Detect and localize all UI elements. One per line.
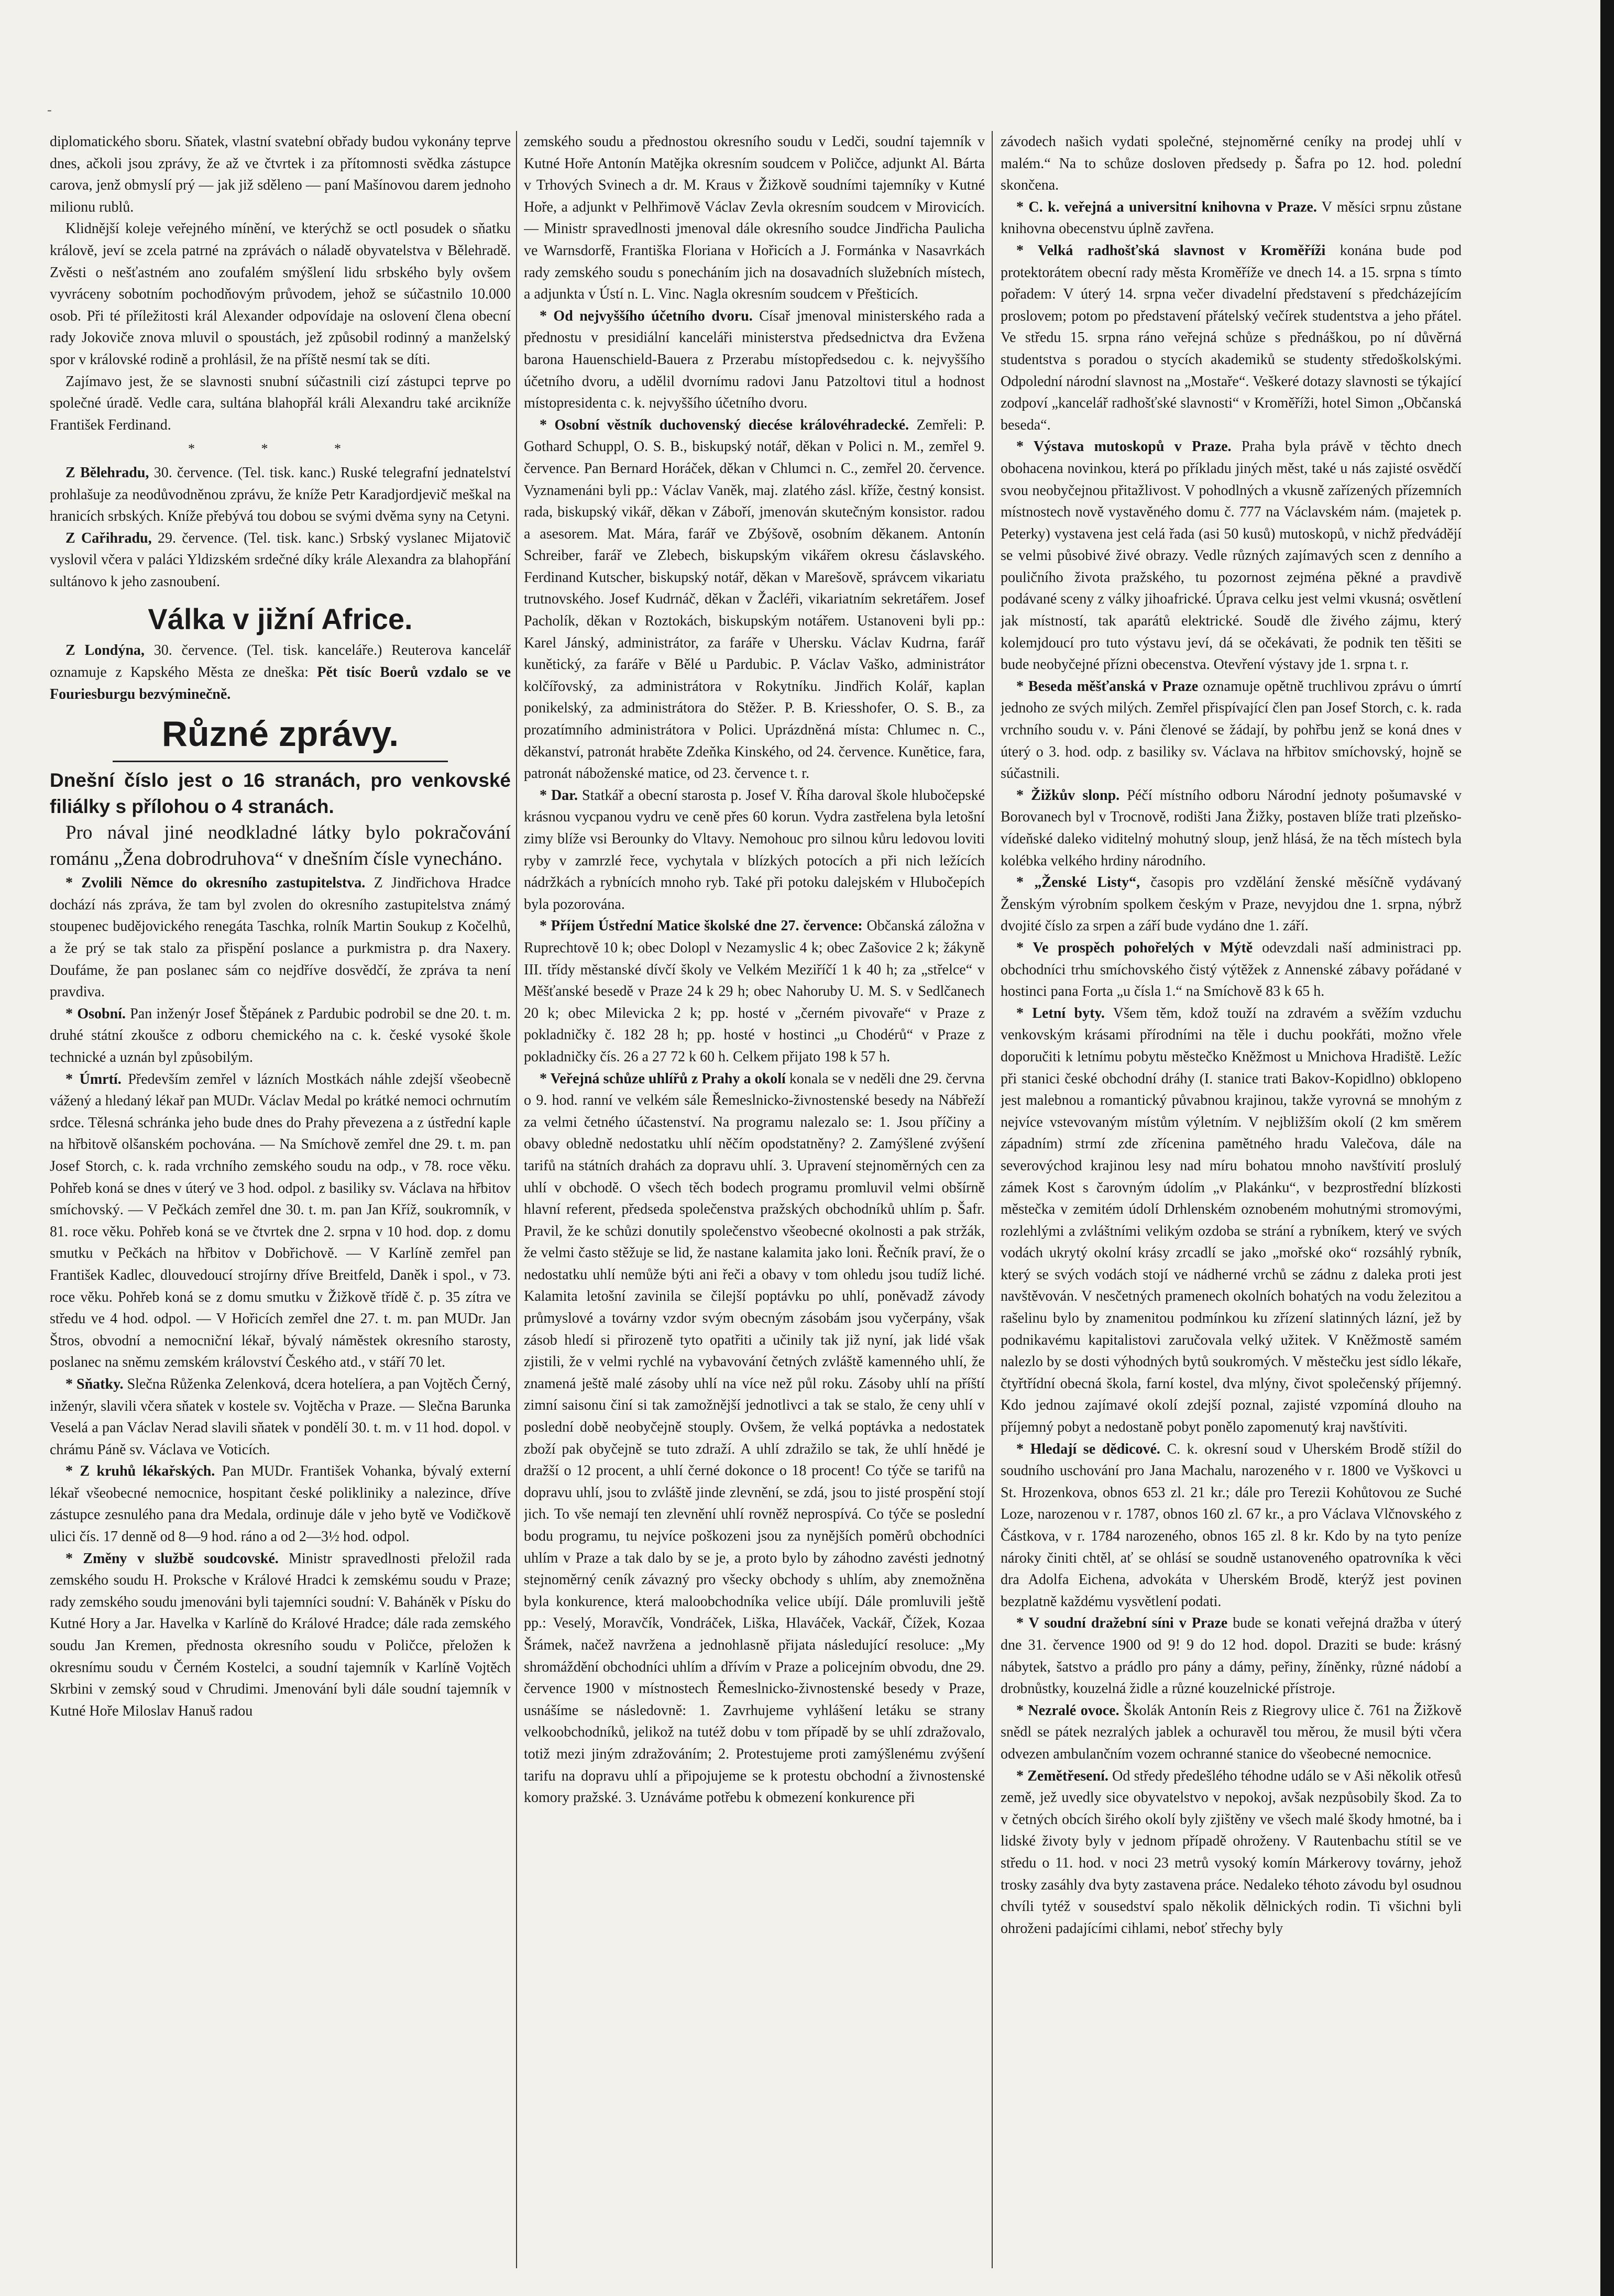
paragraph: zemského soudu a přednostou okresního soudu v Ledči, soudní tajemník v Kutné Hoře Antonín Matějka okresním soudcem v Poličce, adjunkt Al. Bárta v Trhových Svinech a dr. M. Kraus v Žižkově soudními tajemníky v Kutné Hoře, a adjunkt v Pelhřimově Václav Zevla okresním soudcem v Mirovicích. — Ministr spravedlnosti jmenoval dále okresního soudce Jindřicha Paulicha ve Warnsdorfě, Františka Floriana v Hořicích a J. Formánka v Nasavrkách rady zemského soudu s ponecháním jich na dosavadních služebních místech, a adjunkta v Ústí n. L. Vinc. Nagla okresním soudcem v Přešticích. [524,134,985,303]
paragraph [50,640,511,705]
dateline: Z Londýna, [65,642,145,659]
paragraph [1001,436,1462,676]
column-2 [524,131,985,2273]
paragraph-text: bude se konati veřejná dražba v úterý dne 31. července 1900 od 9! 9 do 12 hod. dopol. Draziti se bude: krásný nábytek, šatstvo a prádlo pro pány a dámy, peřiny, žíněnky, různé nádobí a drobnůstky, kouzelná židle a různé kouzelnické přístroje. [1001,1615,1462,1697]
item-lead: * C. k. veřejná a universitní knihovna v Praze. [1016,199,1317,215]
page-edge [1600,0,1614,2296]
corner-mark: - [47,102,52,117]
paragraph [1001,785,1462,872]
item-lead: * Osobní. [65,1005,126,1022]
column-rule-1 [516,131,517,2268]
paragraph: závodech našich vydati společné, stejnoměrné ceníky na prodej uhlí v malém.“ Na to schůze dosloven předsedy p. Šafra po 12. hod. polední skončena. [1001,134,1462,194]
item-lead: * Zvolili Němce do okresního zastupitelstva. [65,875,366,892]
item-lead: * Letní byty. [1016,1005,1105,1021]
paragraph-text: Od středy předešlého téhodne událo se v Aši několik otřesů země, jež uvedly sice obyvatelstvo v nepokoj, avšak nezpůsobily škod. Za to v četných obcích širého okolí byly zjištěny ve všech malé škody hmotné, ba i lidské životy byly v jednom případě ohroženy. V Rautenbachu stítil se ve středu o 11. hod. v noci 23 metrů vysoký komín Márkerovy továrny, jehož trosky zasáhly dva byty zastavena práce. Nedaleko téhoto závodu byl osudnou chvíli tytéž v sousedství spalo několik dělnických rodin. Ti všichni byli ohroženi padajícími cihlami, neboť střechy byly [1001,1767,1462,1937]
item-lead: * V soudní dražební síni v Praze [1016,1615,1228,1632]
paragraph [1001,937,1462,1003]
paragraph [1001,676,1462,785]
heading-rule [113,761,448,762]
paragraph: diplomatického sboru. Sňatek, vlastní svatební obřady budou vykonány teprve dnes, ačkoli jsou zprávy, že až ve čtvrtek i za přítomnosti svědka zástupce carova, jenž obmyslí prý — jak již sděleno — paní Mašínovou darem jednoho milionu rublů. [50,134,511,215]
paragraph [524,915,985,1068]
paragraph [1001,1438,1462,1613]
paragraph [50,1374,511,1460]
paragraph-text: Školák Antonín Reis z Riegrovy ulice č. 761 na Žižkově snědl se pátek nezralých jablek a ochuravěl tou měrou, že musil býti včera odvezen ambulančním vozem ochranné stanice do všeobecné nemocnice. [1001,1702,1462,1762]
paragraph: Zajímavo jest, že se slavnosti snubní súčastnili cizí zástupci teprve po společné úradě. Vedle cara, sultána blahopřál králi Alexandru také arcikníže František Ferdinand. [50,373,511,433]
paragraph-text: C. k. okresní soud v Uherském Brodě stížil do soudního uschování pro Jana Machalu, narozeného v r. 1800 ve Vyškovci u St. Hrozenkova, obnos 653 zl. 21 kr.; dále pro Terezii Kohůtovou ze Suché Loze, narozenou v r. 1787, obnos 160 zl. 67 kr., a pro Václava Vlčnovského z Částkova, v r. 1784 narozeného, obnos 165 zl. 8 kr. Kdo by na tyto peníze nároky činiti chtěl, ať se ohlásí se soudně ustanoveného opatrovníka k věci dra Adolfa Eichena, advokáta v Uherském Brodě, kterýž jest povinen bezplatně každému vysvětlení podati. [1001,1441,1462,1610]
paragraph [524,1068,985,1809]
item-lead: * Změny v službě soudcovské. [65,1550,279,1567]
item-lead: * Žižkův slonp. [1016,787,1120,804]
item-lead: * Sňatky. [65,1376,124,1392]
paragraph [50,1003,511,1069]
item-lead: * Dar. [540,787,578,804]
paragraph [1001,1700,1462,1765]
item-lead: * Úmrtí. [65,1071,122,1087]
paragraph-text: odevzdali naší administraci pp. obchodníci trhu smíchovského čistý výtěžek z Annenské zábavy pořádané v hostinci pana Forta „u čísla 1.“ na Smíchově 83 k 65 h. [1001,939,1462,1000]
paragraph-text: Praha byla právě v těchto dnech obohacena novinkou, která po příkladu jiných měst, také u nás zajisté osvědčí svou neobyčejnou přitažlivost. V pohodlných a vkusně zařízených přízemních místnostech nově vystavěného domu č. 777 na Václavském nám. (majetek p. Peterky) vystavena jest celá řada (asi 50 kusů) mutoskopů, v nichž předvádějí se velmi působivé živé obrazy. Vedle různých zajímavých scen z denního a pouličního života pražského, tu pozornost zejména pěkné a pravdivě podávané sceny z války jihoafrické. Úprava celku jest velmi vkusná; osvětlení jak místností, tak aparátů elektrické. Soudě dle živého zájmu, který kolemjdoucí pro tuto výstavu jeví, dá se očekávati, že podnik ten těšiti se bude neobyčejné přízni obecenstva. Otevření výstavy jde 1. srpna t. r. [1001,438,1462,673]
item-lead: * Od nejvyššího účetního dvoru. [540,307,753,324]
item-lead: * Ve prospěch pohořelých v Mýtě [1016,939,1253,956]
paragraph-text: 29. července. (Tel. tisk. kanc.) Srbský vyslanec Mijatovič vyslovil včera v paláci Yldizském srdečné díky krále Alexandra za blahopřání sultánovo k jeho zasnoubení. [50,530,511,590]
paragraph-text: oznamuje opětně truchlivou zprávu o úmrtí jednoho ze svých milých. Zemřel přispívající člen pan Josef Storch, c. k. rada vrchního soudu v. v. Páni členové se žádají, by pohřbu jenž se koná dnes v úterý o 3. hod. odp. z basiliky sv. Václava na hřbitov smíchovský, hojně se súčastnili. [1001,678,1462,782]
paragraph [524,414,985,785]
paragraph-text: Z Jindřichova Hradce dochází nás zpráva, že tam byl zvolen do okresního zastupitelstva známý stoupenec budějovického renegáta Taschka, rolník Martin Soukup z Kočelhů, a že prý se tak stalo za přispění poslance a purkmistra p. dra Naxery. Doufáme, že pan poslanec sám co nejdříve dosvědčí, že zpráva ta není pravdiva. [50,875,511,1001]
paragraph [50,528,511,593]
paragraph [524,785,985,916]
paragraph-text: 30. července. (Tel. tisk. kanceláře.) Reuterova kancelář oznamuje z Kapského Města ze dneška: [50,642,511,681]
paragraph [1001,1003,1462,1438]
item-lead: * „Ženské Listy“, [1016,874,1140,891]
paragraph-text: Pan MUDr. František Vohanka, bývalý externí lékař všeobecné nemocnice, hospitant české polikliniky a nalezince, dříve zástupce zesnulého pana dra Medala, ordinuje dále v jeho bytě ve Vodičkově ulici čís. 17 denně od 8—9 hod. ráno a od 2—3½ hod. odpol. [50,1463,511,1545]
column-1 [50,131,511,2273]
paragraph-text: Všem těm, kdož touží na zdravém a svěžím vzduchu venkovským krásami přírodními na těle i duchu pookřáti, možno vřele doporučiti k letnímu pobytu městečko Kněžmost u Mnichova Hradiště. Ležíc při stanici české obchodní dráhy (I. stanice trati Bakov-Kopidlno) obklopeno jest malebnou a romantický půvabnou krajinou, takže vyrovná se mnohým z nejvíce vstevovaným místům výletním. V nejbližším okolí (2 km směrem západním) strmí zde zřícenina pamětného hradu Valečova, dále na severovýchod krajinou lesy nad míru bohatou mnoho navštívití proslulý zámek Kost s čarovným údolím „v Plakánku“, v bezprostřední blízkosti městečka v zemitém údolí Drhlenském oznobeném mohutnými stromovými, rozlehlými a zvláštními velikým ozdoba se strání a rybníkem, který ve svých vodách ukrytý okolní krásy zrcadlí se jako „mořské oko“ rozsáhlý rybník, který se svých vodách stojí ve nádherné vrchů se zádnu z daleka proti jest navštěvován. V nesčetných pramenech okolních bohatých na vodu železitou a rašelinu bylo by znamenitou podmínkou ku zřízení slatinných lázní, jež by podnikavému kapitalistovi zaručovala velký užitek. V Kněžmostě samém nalezlo by se dosti výhodných bytů soukromých. V městečku jest sídlo lékaře, čtyřtřídní obecná škola, farní kostel, dva mlýny, čivot společenský příjemný. Kdo jednou zajímavé okolí zdejší poznal, zajisté vzpomíná dlouho na příjemný pobyt a nedostaně pobyt ponělo zapomenutý kraj navštíviti. [1001,1005,1462,1436]
item-lead: * Beseda měšťanská v Praze [1016,678,1199,695]
column-rule-2 [992,131,993,2268]
item-lead: * Z kruhů lékařských. [65,1463,215,1480]
paragraph [1001,196,1462,240]
paragraph [1001,1612,1462,1699]
item-lead: * Veřejná schůze uhlířů z Prahy a okolí [540,1070,786,1087]
dateline: Z Cařihradu, [65,530,152,546]
section-heading-war: Válka v jižní Africe. [148,602,413,636]
paragraph-text: konala se v neděli dne 29. června o 9. hod. ranní ve velkém sále Řemeslnicko-živnostenské besedy na Nábřeží za velmi četného účastenství. Na programu nalezalo se: 1. Jsou příčiny a obavy obledně nedostatku uhlí něčím opodstatněny? 2. Zamýšlené zvýšení tarifů na státních drahách za dopravu uhlí. 3. Upravení stejnoměrných cen za uhlí v obchodě. O všech těch bodech programu promluvil velmi obšírně hlavní referent, předseda společenstva pražských obchodníků uhlím p. Šafr. Pravil, že ke schůzi donutily společenstvo všeobecné okolnosti a pak stržák, že velmi často stěžuje se lid, že nastane kalamita jako loni. Řečník praví, že o nedostatku uhlí nemůže býti ani řeči a obavy v tom ohledu jsou tudíž liché. Kalamita letošní zavinila se čilejší poptávku po uhlí, poněvadž závody průmyslové a továrny vzdor svým obecným zásobám jsou vyčerpány, však zásob hledí si přirozeně tyto opatřiti a učinily tak již nyní, jak lidé však zjistili, že v velmi rychlé na vybavování četných zvláště kamenného uhlí, že znamená ještě malé zásoby uhlí na více než půl roku. Zásoby uhlí na příští zimní saisonu činí si tak zamožnější jednotlivci a tak se stalo, že ceny uhlí v poslední době neobyčejně stouply. Ovšem, že velká poptávka a nedostatek zboží pak obyčejně se tuto zdraží. A uhlí zdražilo se tak, že uhlí hnědé je dražší o 12 procent, a uhlí černé dokonce o 18 procent! Co týče se tarifů na dopravu uhlí, jsou to zvláště jinde zlevnění, se zdá, jsou to jisté prospění stojí jich. To vše nemají ten zlevnění uhlí rovněž neprospívá. Co týče se poslední bodu programu, tu nejvíce poškozeni jsou za nynějších poměrů obchodníci uhlím v Praze a tak dalo by se je, a proto bylo by záhodno zavésti jednotný stejnoměrný ceník závazný pro všecky obchody s uhlím, aby znemožněna byla konkurence, která maloobchodníka velice ubíjí. Dále promluvili ještě pp.: Veselý, Moravčík, Vondráček, Liška, Hlaváček, Vackář, Čížek, Kozaa Šrámek, načež navržena a jednohlasně přijata následující resoluce: „My shromáždění obchodníci uhlím a dřívím v Praze a policejním obvodu, dne 29. července 1900 v místnostech Řemeslnicko-živnostenské besedy v Praze, usnášíme se následovně: 1. Zavrhujeme vyhlášení letáku se strany velkoobchodníků, jelikož na tutéž dobu v tom případě by se uhlí zdražovalo, totiž mezi jiným zdražováním; 2. Protestujeme proti zamýšlenému zvýšení tarifu na dopravu uhlí a připojujeme se k protestu obchodní a živnostenské komory pražské. 3. Uznáváme potřebu k obmezení konkurence při [524,1070,985,1806]
paragraph-text: V měsíci srpnu zůstane knihovna obecenstvu úplně zavřena. [1001,199,1462,237]
paragraph-text: Péčí místního odboru Národní jednoty pošumavské v Borovanech byl v Trocnově, rodišti Jana Žižky, postaven blíže trati plzeňsko-vídeňské daleko viditelný mohutný sloup, jenž hlásá, že na těch místech byla kolébka velkého hrdiny národního. [1001,787,1462,869]
paragraph-text: Statkář a obecní starosta p. Josef V. Říha daroval škole hlubočepské krásnou vycpanou vydru ve ceně přes 60 korun. Vydra zastřelena byla letošní zimy blíže vsi Berounky do Vltavy. Nemohouc pro silnou kůru ledovou loviti ryby v zamrzlé řece, vychytala v blízkých potocích a při nich ležících nádržkách a rybnících mnoho ryb. Také při potoku dalejském v Hlubočepích byla pozorována. [524,787,985,913]
paragraph: Klidnější koleje veřejného mínění, ve kterýchž se octl posudek o sňatku králově, jeví se zcela patrné na zprávách o náladě obyvatelstva v Bělehradě. Zvěsti o nešťastném ano zoufalém smýšlení lidu srbského byly ovšem vyvráceny sobotním pochodňovým průvodem, jehož se súčastnilo 10.000 osob. Při té příležitosti král Alexander odpovídaje na oslovení člena obecní rady Jokoviče znova mluvil o spoustách, jež způsobil rodinný a manželský spor v královské rodině a prohlásil, že na příště nesmí tak se díti. [50,221,511,368]
item-lead: * Osobní věstník duchovenský diecése královéhradecké. [540,416,909,433]
paragraph [1001,240,1462,436]
paragraph-text: 30. července. (Tel. tisk. kanc.) Ruské telegrafní jednatelství prohlašuje za neodůvodněnou zprávu, že kníže Petr Karadjordjevič meškal na hranicích srbských. Kníže přebývá tou dobou se svými dvěma syny na Cetyni. [50,464,511,525]
paragraph [50,1069,511,1374]
item-lead: * Výstava mutoskopů v Praze. [1016,438,1232,455]
paragraph-text: Pan inženýr Josef Štěpánek z Pardubic podrobil se dne 20. t. m. druhé státní zkoušce z odboru chemického na c. k. české vysoké škole technické a uznán byl způsobilým. [50,1005,511,1065]
paragraph [50,1548,511,1722]
section-heading-misc: Různé zprávy. [161,714,399,754]
paragraph-text: Císař jmenoval ministerského rada a přednostu v presidiální kanceláři ministerstva předsednictva dra Evžena barona Hauenschield-Bauera z Przerabu místopředsedou c. k. nejvyššího účetního dvoru, a udělil dvornímu radovi Janu Patzoltovi titul a hodnost místopresidenta c. k. nejvyššího účetního dvoru. [524,307,985,412]
paragraph [524,305,985,414]
paragraph [50,872,511,1003]
item-lead: * Nezralé ovoce. [1016,1702,1119,1719]
paragraph [1001,1765,1462,1940]
column-3 [1001,131,1462,2273]
paragraph-text: Občanská záložna v Ruprechtově 10 k; obec Dolopl v Nezamyslic 4 k; obec Zašovice 2 k; žákyně III. třídy městanské dívčí školy ve Velkém Meziříčí 1 k 40 h; za „střelce“ v Měšťanské besedě v Praze 24 k 29 h; obec Nahoruby U. M. S. v Sedlčanech 20 k; obec Milevicka 2 k; pp. hosté v „černém pivovaře“ v Praze z pokladničky č. 182 28 h; pp. hosté v hostinci „u Chodérů“ v Praze z pokladničky čís. 26 a 27 72 k 60 h. Celkem přijato 198 k 57 h. [524,918,985,1065]
paragraph-bold: Pět tisíc Boerů vzdalo se ve Fouriesburgu bezvýminečně. [50,664,511,702]
paragraph [1001,872,1462,937]
item-lead: * Zemětřesení. [1016,1767,1108,1784]
paragraph-text: časopis pro vzdělání ženské měsíčně vydávaný Ženským výrobním spolkem českým v Praze, nevyjdou dne 1. srpna, nýbrž dvojité číslo za srpen a září bude vydáno dne 1. září. [1001,874,1462,935]
paragraph-text: Především zemřel v lázních Mostkách náhle zdejší všeobecně vážený a hledaný lékař pan MUDr. Václav Medal po krátké nemoci ochrnutím srdce. Tělesná schránka jeho bude dnes do Prahy převezena a z ústřední kaple na hřbitově olšanském pochována. — Na Smíchově zemřel dne 29. t. m. pan Josef Storch, c. k. rada vrchního zemského soudu na odp., v 78. roce věku. Pohřeb koná se dnes v úterý ve 3 hod. odpol. z basiliky sv. Václava na hřbitov smíchovský. — V Pečkách zemřel dne 30. t. m. pan Jan Kříž, soukromník, v 81. roce věku. Pohřeb koná se ve čtvrtek dne 2. srpna v 10 hod. dop. z domu smutku v Pečkách na hřbitov v Dobřichově. — V Karlíně zemřel pan František Kadlec, dlouvedoucí strojírny dříve Breitfeld, Daněk i spol., v 73. roce věku. Pohřeb koná se z domu smutku v Žižkově třídě č. p. 35 zítra ve středu ve 4 hod. odpol. — V Hořicích zemřel dne 27. t. m. pan MUDr. Jan Štros, obvodní a nemocniční lékař, bývalý náměstek okresního starosty, poslanec na sněmu zemském království Českého atd., v stáří 70 let. [50,1071,511,1371]
paragraph [50,1460,511,1547]
paragraph-text: Slečna Růženka Zelenková, dcera hotelíera, a pan Vojtěch Černý, inženýr, slavili včera sňatek v kostele sv. Vojtěcha v Praze. — Slečna Barunka Veselá a pan Václav Nerad slavili sňatek v pondělí 30. t. m. v 11 hod. dopol. v chrámu Páně sv. Václava ve Voticích. [50,1376,511,1458]
paragraph [50,462,511,528]
paragraph-text: Zemřeli: P. Gothard Schuppl, O. S. B., biskupský notář, děkan v Polici n. M., zemřel 9. července. Pan Bernard Horáček, děkan v Chlumci n. C., zemřel 20. července. Vyznamenáni byli pp.: Václav Vaněk, maj. zlatého zásl. kříže, čestný konsist. rada, biskupský vikář, děkan v Záboří, jmenován skutečným konsistor. radou a asesorem. Mat. Mára, farář ve Zbýšově, osobním děkanem. Antonín Schreiber, farář ve Zlebech, biskupským vikářem okresu čáslavského. Ferdinand Kutscher, biskupský notář, děkan v Marešově, správcem vikariatu trutnovského. Josef Kudrnáč, děkan v Žacléři, vikariatním sekretářem. Josef Pacholík, děkan v Roztokách, biskupským notářem. Ustanoveni byli pp.: Karel Jánský, administrátor, za faráře v Uhersku. Václav Kudrna, farář kunětický, za faráře v Bělé u Pardubic. P. Václav Vaško, administrátor kolčířovský, za administrátora v Rokytníku. Jindřich Kolář, kaplan ponikelský, za administrátora do Stěžer. P. B. Kriesshofer, O. S. B., za prozatímního administrátora v Polici. Uprázdněná místa: Chlumec n. C., děkanství, patronát hraběte Zdeňka Kinského, od 24. července. Kunětice, fara, patronát náboženské matice, od 23. července t. r. [524,416,985,782]
item-lead: * Hledají se dědicové. [1016,1441,1160,1457]
issue-notice: Dnešní číslo jest o 16 stranách, pro venkovské filiálky s přílohou o 4 stranách. [50,770,511,818]
item-lead: * Příjem Ústřední Matice školské dne 27. července: [540,918,863,935]
section-stars: * * * [188,441,372,457]
notice-text: Pro nával jiné neodkladné látky bylo pokračování románu „Žena dobrodruhova“ v dnešním čísle vynecháno. [50,822,511,870]
item-lead: * Velká radhošťská slavnost v Kroměříži [1016,242,1326,259]
dateline: Z Bělehradu, [65,464,149,481]
paragraph-text: Ministr spravedlnosti přeložil rada zemského soudu H. Proksche v Králové Hradci k zemskému soudu v Praze; rady zemského soudu jmenováni byli tajemníci soudní: V. Baháněk v Písku do Kutné Hory a Jar. Havelka v Karlíně do Králové Hradce; dále rada zemského soudu Jan Kremen, přednosta okresního soudu v Poličce, přeložen k okresnímu soudu v Černém Kostelci, a soudní tajemník v Karlíně Vojtěch Skrbini v zemský soud v Chrudimi. Jmenování byli dále soudní tajemník v Kutné Hoře Miloslav Hanuš radou [50,1550,511,1719]
paragraph-text: konána bude pod protektorátem obecní rady města Kroměříže ve dnech 14. a 15. srpna s tímto pořadem: V úterý 14. srpna večer divadelní představení s předcházejícím proslovem; potom po představení přátelský večírek studentstva a jeho přátel. Ve středu 15. srpna ráno veřejná schůze s přednáškou, po ní důvěrná studentstva s poradou o stycích akademiků se studenty středoškolskými. Odpolední národní slavnost na „Mostaře“. Veškeré dotazy slavnosti se týkající zodpoví „kancelář radhošťské slavnosti“ v Kroměříži, hotel Simon „Občanská beseda“. [1001,242,1462,433]
